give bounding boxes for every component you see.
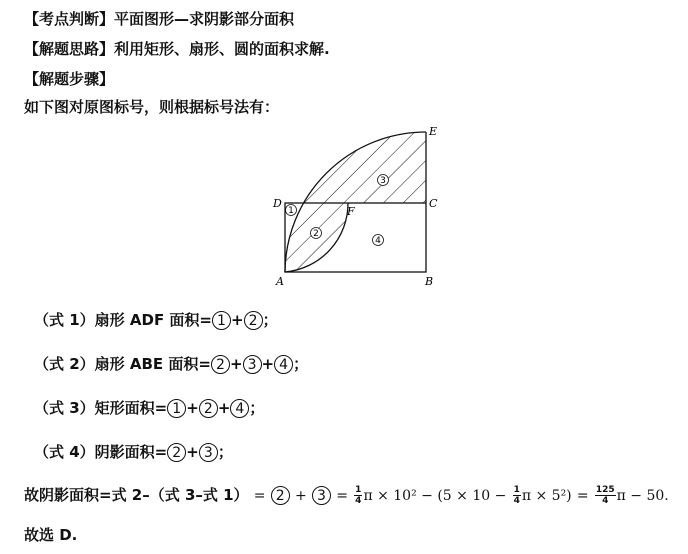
line-intro: 如下图对原图标号，则根据标号法有： <box>24 98 280 116</box>
circled-number: 2 <box>167 443 186 462</box>
eq-suffix: ； <box>293 355 309 373</box>
final-equation <box>24 484 669 506</box>
math-expression: π × 5²) <box>521 488 572 504</box>
eq2-prefix: （式 2）扇形 ABE 面积= <box>34 355 211 373</box>
final-prefix: 故阴影面积=式 2–（式 3–式 1） <box>24 486 249 504</box>
region-label-2: 2 <box>313 229 319 239</box>
equation-3 <box>34 397 264 418</box>
label-f: F <box>347 205 355 218</box>
math-equals: = <box>253 488 266 504</box>
circled-number: 1 <box>167 399 186 418</box>
eq-suffix: ； <box>262 311 278 329</box>
equation-4 <box>34 441 233 462</box>
eq-op: + <box>186 443 199 461</box>
eq-op: + <box>229 355 243 373</box>
fraction-125-4: $\frac{125}{4}$ <box>595 485 615 506</box>
eq4-prefix: （式 4）阴影面积= <box>34 443 168 461</box>
eq-suffix: ； <box>249 399 265 417</box>
label-e: E <box>429 125 438 138</box>
eq-op: + <box>230 311 244 329</box>
geometry-figure <box>268 120 448 290</box>
circled-number: 4 <box>230 399 249 418</box>
equation-2 <box>34 353 308 374</box>
circled-number: 4 <box>274 355 293 374</box>
label-c: C <box>429 197 438 210</box>
conclusion: 故选 D. <box>24 526 78 544</box>
circled-number: 3 <box>243 355 262 374</box>
circled-number: 3 <box>199 443 218 462</box>
circled-number: 2 <box>199 399 218 418</box>
math-equals: = <box>576 488 589 504</box>
label-b: B <box>425 275 434 288</box>
fraction-quarter: $\frac{1}{4}$ <box>513 485 520 506</box>
region-label-1: 1 <box>288 206 294 216</box>
math-equals: = <box>336 488 348 504</box>
circled-number: 2 <box>244 311 263 330</box>
eq-op: + <box>261 355 275 373</box>
eq3-prefix: （式 3）矩形面积= <box>34 399 168 417</box>
circled-number: 3 <box>312 486 331 505</box>
math-expression: π − 50. <box>616 488 669 504</box>
circled-number: 2 <box>271 486 290 505</box>
eq1-prefix: （式 1）扇形 ADF 面积= <box>34 311 212 329</box>
eq-suffix: ； <box>217 443 233 461</box>
label-d: D <box>273 197 282 210</box>
equation-1 <box>34 309 278 330</box>
label-a: A <box>276 275 284 288</box>
eq-op: + <box>217 399 231 417</box>
region-label-4: 4 <box>375 236 381 246</box>
circled-number: 2 <box>211 355 230 374</box>
fraction-quarter: $\frac{1}{4}$ <box>355 485 362 506</box>
line-buzhou: 【解题步骤】 <box>24 70 115 88</box>
line-silu: 【解题思路】利用矩形、扇形、圆的面积求解. <box>24 40 330 58</box>
math-expression: π × 10² − (5 × 10 − <box>363 488 507 504</box>
eq-op: + <box>186 399 199 417</box>
region-label-3: 3 <box>380 176 386 186</box>
circled-number: 1 <box>212 311 231 330</box>
line-kaodian: 【考点判断】平面图形—求阴影部分面积 <box>24 10 295 28</box>
region-3-shade <box>303 132 426 203</box>
math-plus: + <box>295 488 307 504</box>
